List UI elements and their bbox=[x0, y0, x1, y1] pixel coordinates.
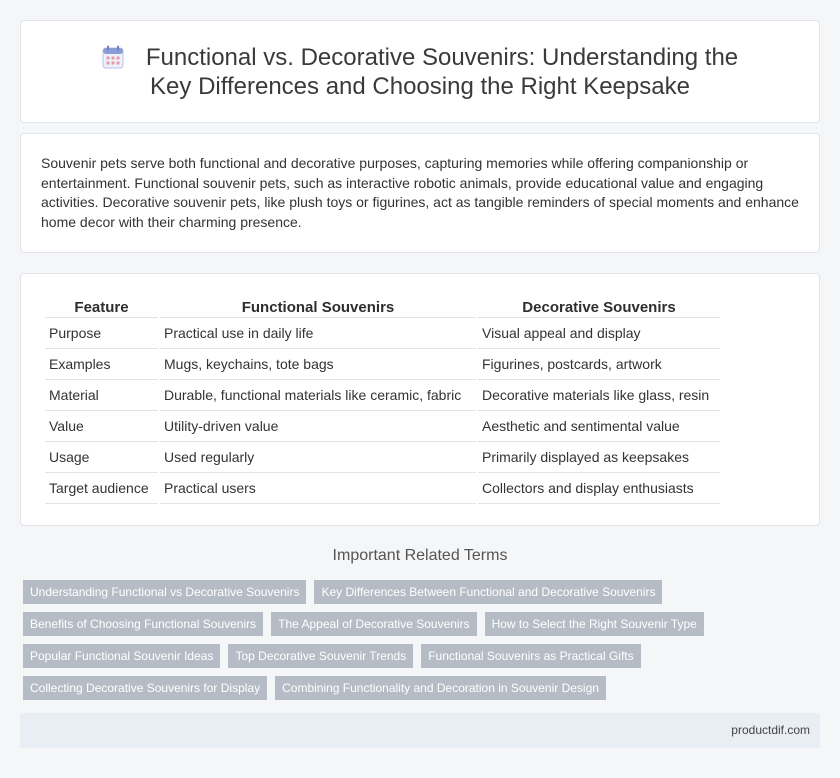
table-row bbox=[45, 473, 720, 504]
column-header-feature: Feature bbox=[45, 298, 158, 318]
footer-site-link[interactable]: productdif.com bbox=[731, 723, 810, 737]
table-row bbox=[45, 411, 720, 442]
table-header-row bbox=[45, 298, 720, 318]
related-tags-row-3 bbox=[23, 644, 641, 668]
related-tag-link[interactable]: Key Differences Between Functional and Decorative Souvenirs bbox=[314, 580, 662, 604]
related-tag-link[interactable]: Combining Functionality and Decoration in Souvenir Design bbox=[275, 676, 606, 700]
table-cell: Visual appeal and display bbox=[478, 318, 720, 349]
related-tags-row-4 bbox=[23, 676, 606, 700]
related-tag-link[interactable]: Benefits of Choosing Functional Souvenirs bbox=[23, 612, 263, 636]
related-terms-heading: Important Related Terms bbox=[332, 547, 508, 564]
related-tag-link[interactable]: Functional Souvenirs as Practical Gifts bbox=[421, 644, 640, 668]
related-tag-link[interactable]: How to Select the Right Souvenir Type bbox=[485, 612, 704, 636]
intro-paragraph: Souvenir pets serve both functional and decorative purposes, capturing memories while offering companionship or entertainment. Functional souvenir pets, such as interactive robotic animals, provide educational value and engaging activities. Decorative souvenir pets, like plush toys or figurines, act as tangible reminders of special moments and enhance home decor with their charming presence. bbox=[41, 155, 799, 230]
related-tag-link[interactable]: Top Decorative Souvenir Trends bbox=[228, 644, 413, 668]
page-title-text: Functional vs. Decorative Souvenirs: Understanding the Key Differences and Choosing the Right Keepsake bbox=[145, 44, 739, 100]
intro-card bbox=[20, 133, 820, 253]
table-row bbox=[45, 318, 720, 349]
page-title bbox=[81, 43, 759, 101]
calendar-icon bbox=[102, 45, 124, 69]
column-header-decorative: Decorative Souvenirs bbox=[478, 298, 720, 318]
table-cell: Figurines, postcards, artwork bbox=[478, 349, 720, 380]
table-cell: Primarily displayed as keepsakes bbox=[478, 442, 720, 473]
comparison-table bbox=[43, 298, 722, 504]
table-cell: Value bbox=[45, 411, 158, 442]
table-row bbox=[45, 349, 720, 380]
table-cell: Mugs, keychains, tote bags bbox=[160, 349, 476, 380]
table-cell: Purpose bbox=[45, 318, 158, 349]
table-cell: Collectors and display enthusiasts bbox=[478, 473, 720, 504]
related-tags-row-1 bbox=[23, 580, 662, 604]
header-card bbox=[20, 20, 820, 123]
table-cell: Aesthetic and sentimental value bbox=[478, 411, 720, 442]
table-cell: Practical users bbox=[160, 473, 476, 504]
column-header-functional: Functional Souvenirs bbox=[160, 298, 476, 318]
related-tag-link[interactable]: Collecting Decorative Souvenirs for Display bbox=[23, 676, 267, 700]
related-tag-link[interactable]: Popular Functional Souvenir Ideas bbox=[23, 644, 220, 668]
table-cell: Decorative materials like glass, resin bbox=[478, 380, 720, 411]
footer-bar bbox=[20, 713, 820, 748]
table-cell: Examples bbox=[45, 349, 158, 380]
table-row bbox=[45, 380, 720, 411]
related-tag-link[interactable]: Understanding Functional vs Decorative Souvenirs bbox=[23, 580, 306, 604]
comparison-table-card bbox=[20, 273, 820, 526]
table-cell: Target audience bbox=[45, 473, 158, 504]
table-cell: Material bbox=[45, 380, 158, 411]
table-cell: Practical use in daily life bbox=[160, 318, 476, 349]
related-tags-row-2 bbox=[23, 612, 704, 636]
table-cell: Used regularly bbox=[160, 442, 476, 473]
table-cell: Utility-driven value bbox=[160, 411, 476, 442]
table-cell: Usage bbox=[45, 442, 158, 473]
related-tag-link[interactable]: The Appeal of Decorative Souvenirs bbox=[271, 612, 476, 636]
table-cell: Durable, functional materials like ceramic, fabric bbox=[160, 380, 476, 411]
table-row bbox=[45, 442, 720, 473]
